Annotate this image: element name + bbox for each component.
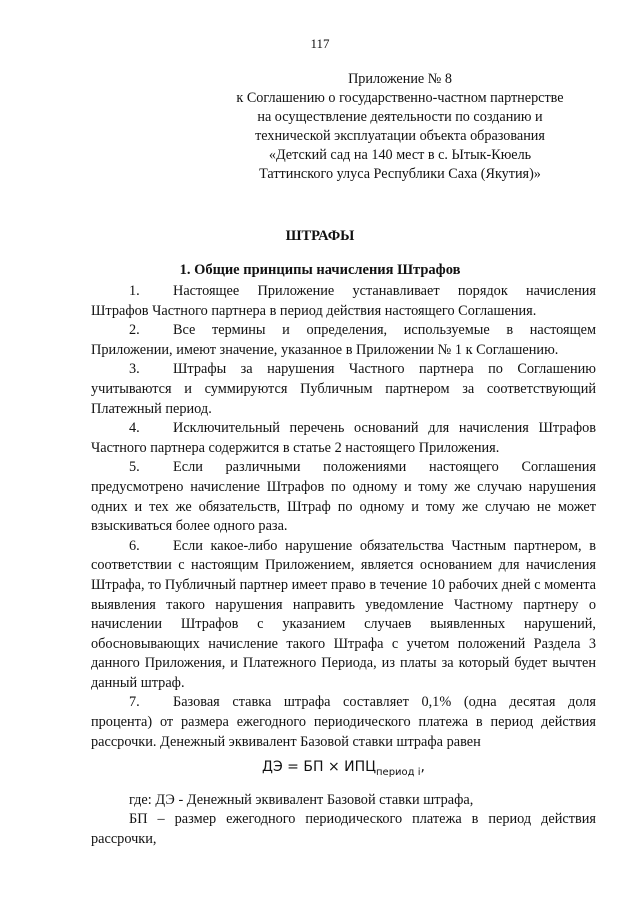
appendix-line: технической эксплуатации объекта образования [255, 128, 545, 144]
formula [91, 758, 596, 782]
definition-line: БП – размер ежегодного периодического платежа в период действия рассрочки, [91, 811, 596, 847]
list-item [91, 537, 596, 694]
list-item [91, 360, 596, 419]
document-body [91, 282, 596, 849]
item-number: 4. [129, 420, 140, 437]
list-item [91, 282, 596, 321]
appendix-line: Приложение № 8 [348, 71, 452, 87]
item-text: Настоящее Приложение устанавливает порядок начисления Штрафов Частного партнера в период действия настоящего Соглашения. [91, 283, 596, 319]
item-number: 6. [129, 537, 140, 554]
item-number: 3. [129, 361, 140, 378]
item-text: Исключительный перечень оснований для начисления Штрафов Частного партнера содержится в статье 2 настоящего Приложения. [91, 420, 596, 456]
list-item [91, 419, 596, 458]
document-title: ШТРАФЫ [285, 228, 355, 244]
item-text: Штрафы за нарушения Частного партнера по Соглашению учитываются и суммируются Публичным партнером за соответствующий Платежный период. [91, 361, 596, 417]
appendix-line: Таттинского улуса Республики Саха (Якутия)» [259, 166, 541, 182]
definition-line: где: ДЭ - Денежный эквивалент Базовой ставки штрафа, [129, 791, 474, 808]
item-text: Все термины и определения, используемые в настоящем Приложении, имеют значение, указанное в Приложении № 1 к Соглашению. [91, 322, 596, 358]
page-number: 117 [310, 36, 330, 51]
item-number: 5. [129, 459, 140, 476]
item-number: 7. [129, 694, 140, 711]
appendix-line: к Соглашению о государственно-частном партнерстве [236, 90, 564, 106]
appendix-line: на осуществление деятельности по созданию и [257, 109, 543, 125]
appendix-line: «Детский сад на 140 мест в с. Ытык-Кюель [268, 147, 532, 163]
item-number: 2. [129, 322, 140, 339]
formula-subscript: период i [376, 767, 421, 779]
item-text: Если какое-либо нарушение обязательства Частным партнером, в соответствии с настоящим Приложением, является основанием для начисления Штрафа, то Публичный партнер имеет право в течение 10 рабочих дней с момента выявления такого нарушения направить уведомление Частному партнеру о начислении Штрафов с указанием случаев выявленных нарушений, обосновывающих начисление такого Штрафа с учетом положений Раздела 3 данного Приложения, и Платежного Периода, из платы за который будет вычтен данный штраф. [91, 537, 596, 691]
item-number: 1. [129, 283, 140, 299]
item-text: Если различными положениями настоящего Соглашения предусмотрено начисление Штрафов по одному и тому же случаю нарушения одних и тех же обязательств, Штраф по одному и тому же случаю не может взыскиваться более одного раза. [91, 459, 596, 535]
formula-main: ДЭ = БП × ИПЦ [262, 759, 376, 776]
list-item [91, 458, 596, 536]
formula-trailing: , [420, 759, 425, 776]
list-item [91, 321, 596, 360]
section-title: 1. Общие принципы начисления Штрафов [179, 262, 461, 278]
appendix-header [220, 70, 580, 184]
list-item [91, 693, 596, 752]
item-text: Базовая ставка штрафа составляет 0,1% (одна десятая доля процента) от размера ежегодного периодического платежа в период действия рассрочки. Денежный эквивалент Базовой ставки штрафа равен [91, 694, 596, 750]
